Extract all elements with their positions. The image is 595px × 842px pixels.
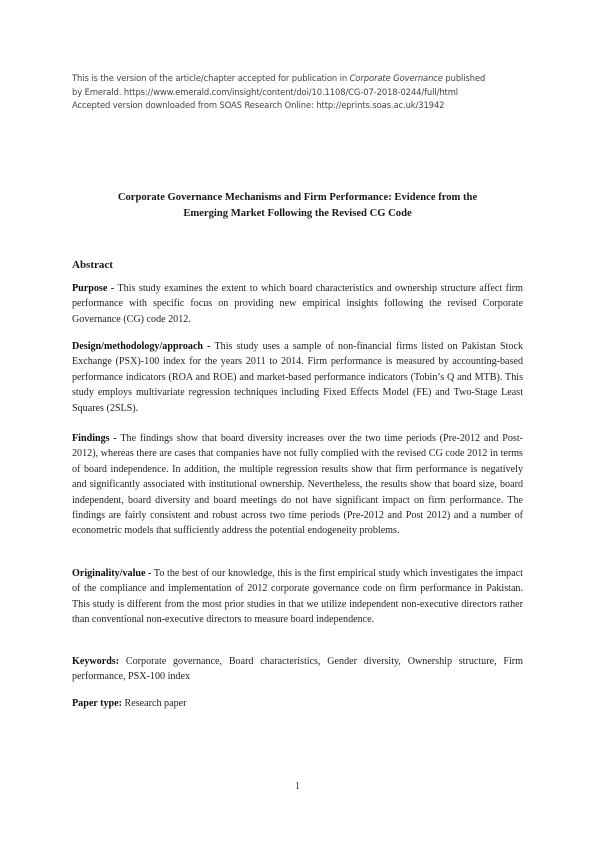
originality-text: To the best of our knowledge, this is the first empirical study which investigates the impact of the compliance and implementation of 2012 corporate governance code on firm performance in Pakistan. This study is different from the most prior studies in that we utilize independent non-executive directors rather than conventional non-executive directors to measure board independence. [72, 568, 523, 626]
purpose-label: Purpose - [72, 283, 115, 294]
keywords-label: Keywords: [72, 656, 120, 667]
notice-line-1-tail: published [442, 73, 486, 83]
originality-label: Originality/value - [72, 568, 152, 579]
notice-line-1 [72, 72, 542, 86]
abstract-purpose [72, 281, 523, 327]
keywords [72, 654, 523, 685]
paper-type [72, 696, 523, 711]
abstract-heading: Abstract [72, 259, 113, 271]
page-number: 1 [295, 781, 300, 792]
publication-notice [72, 72, 542, 113]
findings-label: Findings - [72, 433, 117, 444]
paper-title [72, 190, 523, 222]
notice-line-1-text: This is the version of the article/chapter accepted for publication in [72, 73, 350, 83]
paper-title-line-1: Corporate Governance Mechanisms and Firm Performance: Evidence from the [117, 192, 478, 203]
journal-name: Corporate Governance [349, 73, 443, 83]
paper-title-line-2: Emerging Market Following the Revised CG Code [183, 208, 412, 219]
abstract-design [72, 339, 523, 416]
notice-line-3: Accepted version downloaded from SOAS Research Online: http://eprints.soas.ac.uk/31942 [72, 100, 445, 110]
design-label: Design/methodology/approach - [72, 341, 211, 352]
abstract-findings [72, 431, 523, 539]
abstract-originality [72, 566, 523, 628]
design-text: This study uses a sample of non-financial firms listed on Pakistan Stock Exchange (PSX)-100 index for the years 2011 to 2014. Firm performance is measured by accounting-based performance indicators (ROA and ROE) and market-based performance indicators (Tobin’s Q and MTB). This study employs multivariate regression techniques including Fixed Effects Model (FE) and Two-Stage Least Squares (2SLS). [72, 341, 523, 414]
notice-line-2: by Emerald. https://www.emerald.com/insight/content/doi/10.1108/CG-07-2018-0244/full/html [72, 86, 458, 97]
paper-type-text: Research paper [122, 698, 187, 709]
paper-type-label: Paper type: [72, 698, 122, 709]
purpose-text: This study examines the extent to which board characteristics and ownership structure affect firm performance with specific focus on providing new empirical insights following the revised Corporate Governance (CG) code 2012. [72, 283, 523, 325]
keywords-text: Corporate governance, Board characteristics, Gender diversity, Ownership structure, Firm performance, PSX-100 index [72, 656, 523, 683]
findings-text: The findings show that board diversity increases over the two time periods (Pre-2012 and Post-2012), whereas there are cases that companies have not fully complied with the revised CG code 2012 in terms of board independence. In addition, the multiple regression results show that firm performance is negatively and significantly associated with institutional ownership. Nevertheless, the results show that board size, board independent, board diversity and board meetings do not have significant impact on firm performance. The findings are fairly consistent and robust across two time periods (Pre-2012 and Post 2012) and a number of econometric models that sufficiently address the potential endogeneity problems. [72, 433, 523, 537]
